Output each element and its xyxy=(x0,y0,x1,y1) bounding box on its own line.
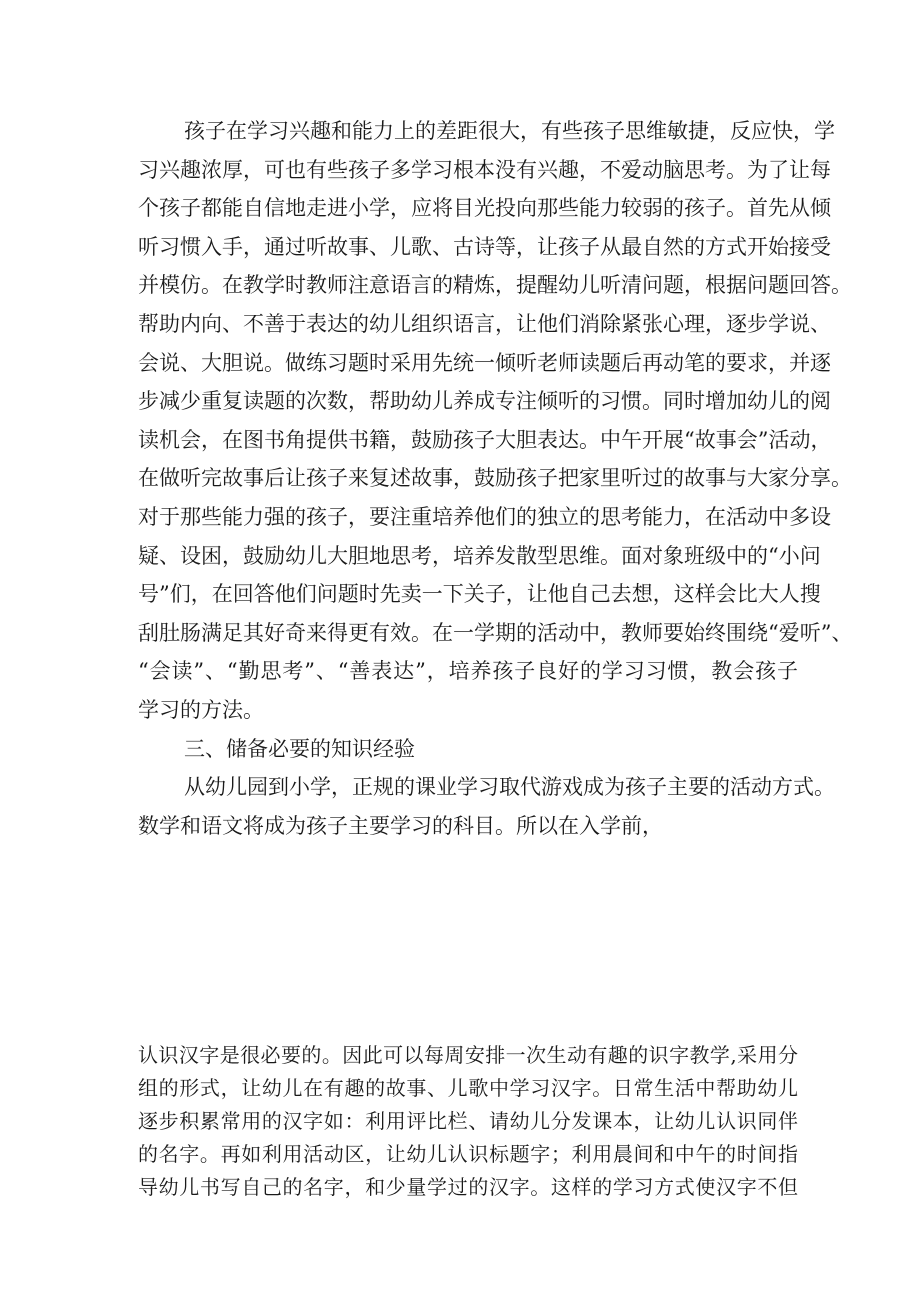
paragraph-line: 数学和语文将成为孩子主要学习的科目。所以在入学前， xyxy=(138,813,663,838)
paragraph-line: 并模仿。在教学时教师注意语言的精炼，提醒幼儿听清问题，根据问题回答。 xyxy=(138,273,852,298)
paragraph-line: 的名字。再如利用活动区，让幼儿认识标题字；利用晨间和中午的时间指 xyxy=(138,1142,798,1166)
paragraph-line: 认识汉字是很必要的。因此可以每周安排一次生动有趣的识字教学,采用分 xyxy=(138,1043,798,1067)
main-text-block xyxy=(138,112,853,845)
paragraph-line: 刮肚肠满足其好奇来得更有效。在一学期的活动中，教师要始终围绕“爱听”、 xyxy=(138,620,853,645)
paragraph-line: 在做听完故事后让孩子来复述故事，鼓励孩子把家里听过的故事与大家分享。 xyxy=(138,466,852,491)
paragraph-line: 导幼儿书写自己的名字，和少量学过的汉字。这样的学习方式使汉字不但 xyxy=(138,1175,798,1199)
paragraph-line: 帮助内向、不善于表达的幼儿组织语言，让他们消除紧张心理，逐步学说、 xyxy=(138,311,831,336)
paragraph-line: 听习惯入手，通过听故事、儿歌、古诗等，让孩子从最自然的方式开始接受 xyxy=(138,234,831,259)
paragraph-line: 号”们，在回答他们问题时先卖一下关子，让他自己去想，这样会比大人搜 xyxy=(138,582,821,607)
paragraph-line: 读机会，在图书角提供书籍，鼓励孩子大胆表达。中午开展“故事会”活动， xyxy=(138,427,832,452)
paragraph-line: 对于那些能力强的孩子，要注重培养他们的独立的思考能力，在活动中多设 xyxy=(138,504,831,529)
paragraph-line: 学习的方法。 xyxy=(138,697,264,722)
paragraph-line: 步减少重复读题的次数，帮助幼儿养成专注倾听的习惯。同时增加幼儿的阅 xyxy=(138,389,831,414)
paragraph-line: 个孩子都能自信地走进小学，应将目光投向那些能力较弱的孩子。首先从倾 xyxy=(138,196,831,221)
paragraph-line: 疑、设困，鼓励幼儿大胆地思考，培养发散型思维。面对象班级中的“小问 xyxy=(138,543,821,568)
paragraph-line: “会读”、“勤思考”、“善表达”，培养孩子良好的学习习惯，教会孩子 xyxy=(138,659,798,684)
continued-text-block xyxy=(138,1039,798,1204)
paragraph-line: 孩子在学习兴趣和能力上的差距很大，有些孩子思维敏捷，反应快，学 xyxy=(184,119,835,143)
paragraph-line: 组的形式，让幼儿在有趣的故事、儿歌中学习汉字。日常生活中帮助幼儿 xyxy=(138,1076,798,1100)
paragraph-line: 从幼儿园到小学，正规的课业学习取代游戏成为孩子主要的活动方式。 xyxy=(184,775,835,800)
paragraph-line: 会说、大胆说。做练习题时采用先统一倾听老师读题后再动笔的要求，并逐 xyxy=(138,350,831,375)
section-heading: 三、储备必要的知识经验 xyxy=(184,736,415,761)
paragraph-line: 逐步积累常用的汉字如：利用评比栏、请幼儿分发课本，让幼儿认识同伴 xyxy=(138,1109,798,1133)
paragraph-line: 习兴趣浓厚，可也有些孩子多学习根本没有兴趣，不爱动脑思考。为了让每 xyxy=(138,157,831,182)
